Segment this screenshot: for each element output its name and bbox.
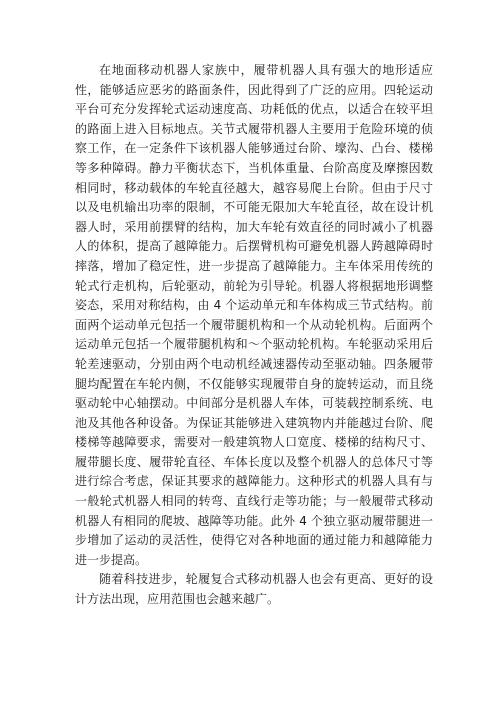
- paragraph-2: 随着科技进步，轮履复合式移动机器人也会有更高、更好的设计方法出现，应用范围也会越来越广。: [75, 572, 433, 607]
- paragraph-1: 在地面移动机器人家族中，履带机器人具有强大的地形适应性，能够适应恶劣的路面条件，因此得到了广泛的应用。四轮运动平台可充分发挥轮式运动速度高、功耗低的优点，以适合在较平坦的路面上进入目标地点。关节式履带机器人主要用于危险环境的侦察工作，在一定条件下该机器人能够通过台阶、壕沟、凸台、楼梯等多种障碍。静力平衡状态下，当机体重量、台阶高度及摩擦因数相同时，移动载体的车轮直径越大，越容易爬上台阶。但由于尺寸以及电机输出功率的限制，不可能无限加大车轮直径，故在设计机器人时，采用前摆臂的结构，加大车轮有效直径的同时减小了机器人的体积，提高了越障能力。后摆臂机构可避免机器人跨越障碍时摔落，增加了稳定性，进一步提高了越障能力。主车体采用传统的轮式行走机构，后轮驱动，前轮为引导轮。机器人将根据地形调整姿态，采用对称结构，由 4 个运动单元和车体构成三节式结构。前面两个运动单元包括一个履带腿机构和一个从动轮机构。后面两个运动单元包括一个履带腿机构和～个驱动轮机构。车轮驱动采用后轮差速驱动，分别由两个电动机经减速器传动至驱动轴。四条履带腿均配置在车轮内侧，不仅能够实现履带自身的旋转运动，而且绕驱动轮中心轴摆动。中间部分是机器人车体，可装载控制系统、电池及其他各种设备。为保证其能够进入建筑物内并能越过台阶、爬楼梯等越障要求，需要对一般建筑物人口宽度、楼梯的结构尺寸、履带腿长度、履带轮直径、车体长度以及整个机器人的总体尺寸等进行综合考虑，保证其要求的越障能力。这种形式的机器人具有与一般轮式机器人相同的转弯、直线行走等功能；与一般履带式移动机器人有相同的爬坡、越障等功能。此外 4 个独立驱动履带腿进一步增加了运动的灵活性，使得它对各种地面的通过能力和越障能力进一步提高。: [75, 63, 433, 567]
- document-body: [75, 61, 433, 610]
